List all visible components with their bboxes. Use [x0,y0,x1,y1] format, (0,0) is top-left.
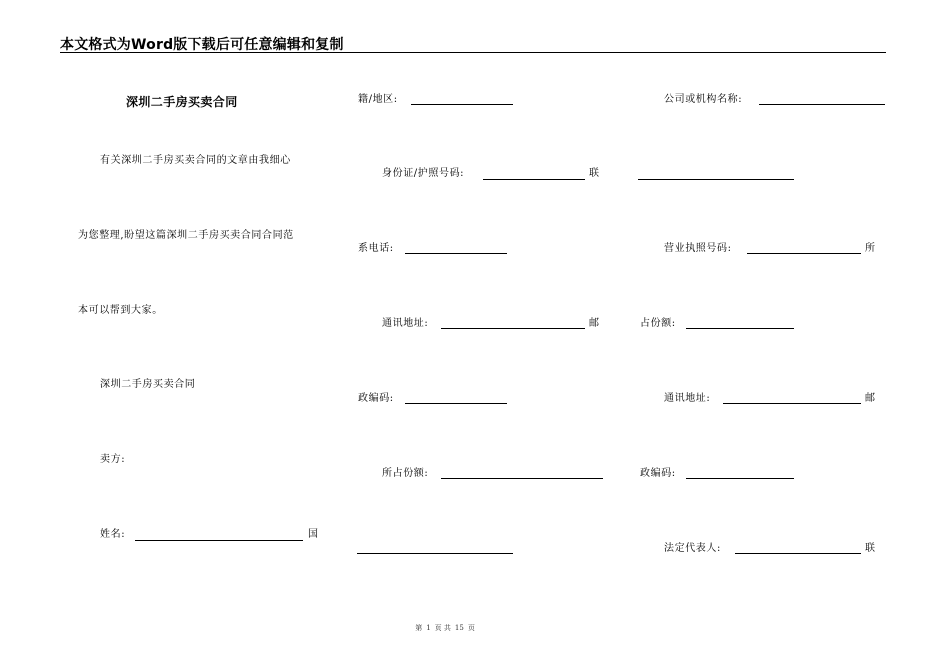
legal-rep-tail-text: 联 [865,543,876,554]
phone-label: 系电话: [358,243,394,254]
page-suffix: 页 [467,624,475,632]
intro-line-2: 为您整理,盼望这篇深圳二手房买卖合同合同范 [78,230,294,241]
license-tail-text: 所 [865,243,876,254]
name-label: 姓名: [100,529,126,540]
address-label: 通讯地址: [382,318,429,329]
company-name-label: 公司或机构名称: [664,94,743,105]
legal-rep-label: 法定代表人: [664,543,721,554]
address-blank-line [441,328,585,329]
page-total: 15 [454,624,464,632]
legal-rep-blank-line [735,553,861,554]
phone-blank-line [405,253,507,254]
page-prefix: 第 [415,624,423,632]
page-mid: 页 共 [434,624,451,632]
name-blank-line [135,540,303,541]
company-postcode-label: 政编码: [640,468,676,479]
license-number-blank-line [747,253,861,254]
company-share-blank-line [686,328,794,329]
company-name-continuation-line [638,179,794,180]
company-address-tail-text: 邮 [865,393,876,404]
company-address-blank-line [723,403,861,404]
region-label: 籍/地区: [358,94,398,105]
license-number-label: 营业执照号码: [664,243,732,254]
page-footer [0,623,890,633]
contract-subtitle: 深圳二手房买卖合同 [100,379,196,390]
id-tail-text: 联 [589,168,600,179]
id-number-blank-line [483,179,585,180]
postcode-label: 政编码: [358,393,394,404]
region-blank-line [411,104,513,105]
page-number: 1 [426,624,431,632]
address-tail-text: 邮 [589,318,600,329]
intro-line-1: 有关深圳二手房买卖合同的文章由我细心 [100,155,291,166]
header-rule [60,52,886,53]
continuation-blank-line [357,553,513,554]
company-postcode-blank-line [686,478,794,479]
seller-label: 卖方: [100,454,126,465]
company-share-label: 占份额: [640,318,676,329]
intro-line-3: 本可以帮到大家。 [78,305,163,316]
share-label: 所占份额: [382,468,429,479]
company-name-blank-line [759,104,885,105]
name-tail-text: 国 [308,529,319,540]
share-blank-line [441,478,603,479]
id-number-label: 身份证/护照号码: [382,168,465,179]
contract-title: 深圳二手房买卖合同 [126,95,238,109]
document-header-title: 本文格式为Word版下载后可任意编辑和复制 [60,37,344,53]
company-address-label: 通讯地址: [664,393,711,404]
postcode-blank-line [405,403,507,404]
